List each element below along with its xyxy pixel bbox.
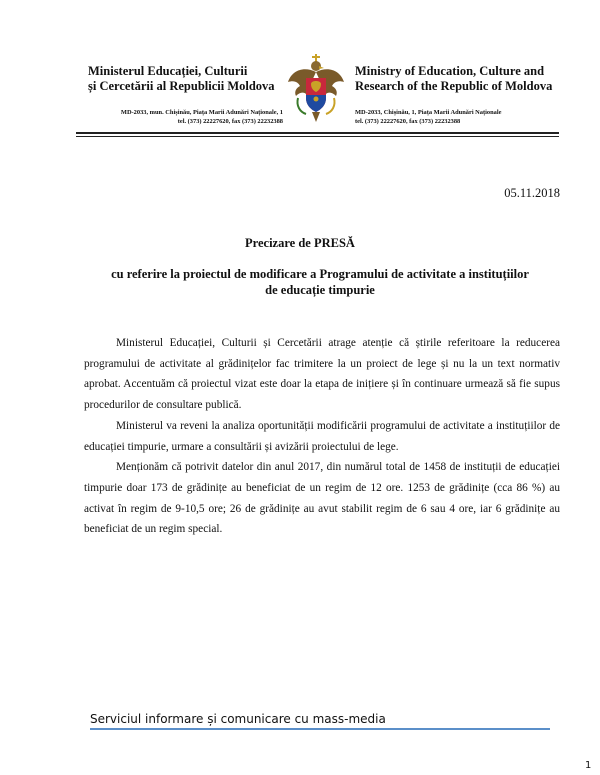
ministry-name-ro-line2: și Cercetării al Republicii Moldova xyxy=(88,79,275,93)
page-number: 1 xyxy=(585,760,592,771)
paragraph-1: Ministerul Educației, Culturii și Cercetării atrage atenție că știrile referitoare la reducerea programului de activitate al grădinițelor fac trimitere la un proiect de lege și nu la un text normativ aprobat. Accentuăm că proiectul vizat este doar la etapa de inițiere și în continuare urmează să fie supus procedurilor de consultare publică. xyxy=(84,337,560,412)
header-left-block xyxy=(88,64,283,126)
phone-en: tel. (373) 22227620, fax (373) 22232388 xyxy=(355,118,461,125)
header-divider-thin xyxy=(76,136,559,137)
ministry-name-ro-line1: Ministerul Educației, Culturii xyxy=(88,64,248,78)
document-body xyxy=(84,333,560,540)
document-subtitle: cu referire la proiectul de modificare a Programului de activitate a instituțiilor de educație timpurie xyxy=(111,267,529,297)
footer-divider xyxy=(90,728,550,730)
paragraph-2: Ministerul va reveni la analiza oportunității modificării programului de activitate a instituțiilor de educației timpurie, urmare a consultării și avizării proiectului de lege. xyxy=(84,419,560,453)
address-en: MD-2033, Chișinău, 1, Piața Marii Adunări Naționale xyxy=(355,109,502,116)
address-ro: MD-2033, mun. Chișinău, Piața Marii Adunări Naționale, 1 xyxy=(120,109,283,116)
paragraph-3: Menționăm că potrivit datelor din anul 2017, din numărul total de 1458 de instituții de educației timpurie doar 173 de grădinițe au beneficiat de un regim de 12 ore. 1253 de grădinițe (cca 86 %) au activat în regim de 9-10,5 ore; 26 de grădinițe au avut stabilit regim de 6 sau 4 ore, iar 6 grădinițe au beneficiat de un regim special. xyxy=(84,461,560,536)
ministry-name-en-line1: Ministry of Education, Culture and xyxy=(355,64,545,78)
ministry-name-en-line2: Research of the Republic of Moldova xyxy=(355,79,553,93)
header-right-block xyxy=(355,64,555,126)
document-date: 05.11.2018 xyxy=(504,186,560,200)
moldova-coat-of-arms-icon xyxy=(286,52,346,124)
document-title: Precizare de PRESĂ xyxy=(245,236,355,250)
header-divider-thick xyxy=(76,132,559,134)
footer-service-name: Serviciul informare și comunicare cu mass-media xyxy=(90,712,386,726)
phone-ro: tel. (373) 22227620, fax (373) 22232388 xyxy=(177,118,283,125)
